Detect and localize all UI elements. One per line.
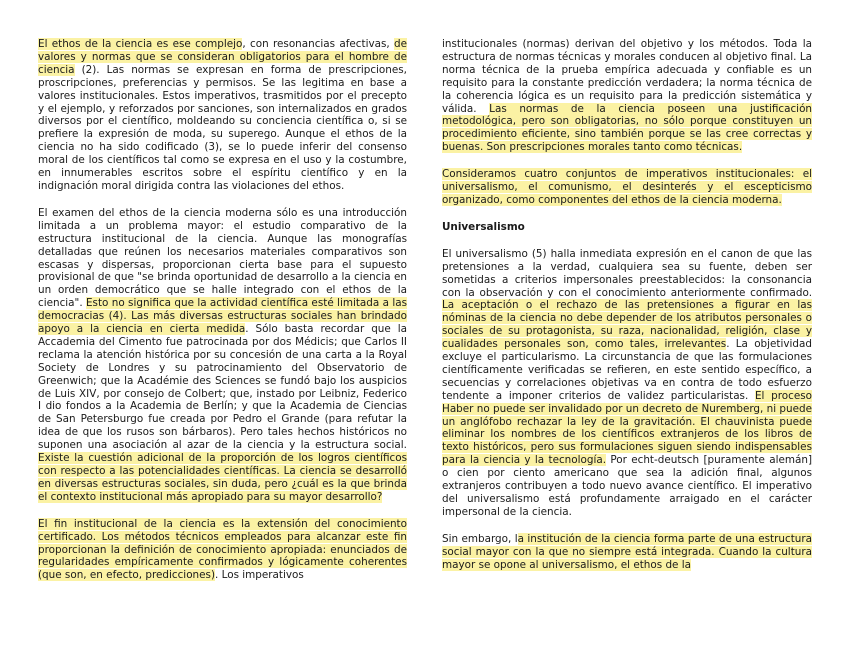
highlight: El ethos de la ciencia es ese complejo bbox=[38, 38, 243, 50]
text-run: , con resonancias afectivas, bbox=[242, 38, 394, 50]
text-run: (2). Las normas se expresan en forma de prescripciones, proscripciones, preferencias y permisos. Se las legitima en base a valores institucionales. Estos imperativos, trasmitidos por el precepto y el ejemplo, y reforzados por sanciones, son internalizados en grados diversos por el científico, moldeando su conciencia científica o, si se prefiere la expresión de moda, su superego. Aunque el ethos de la ciencia no ha sido codificado (3), se lo puede inferir del consenso moral de los científicos tal como se expresa en el uso y la costumbre, en innumerables escritos sobre el espíritu científico y en la indignación moral dirigida contra las violaciones del ethos. bbox=[38, 63, 407, 192]
text-run: Por echt-deutsch [puramente alemán] o cien por ciento americano que sea la adición final, algunos extranjeros contribuyen a todo nuevo avance científico. El imperativo del universalismo está profundamente arraigado en el carácter impersonal de la ciencia. bbox=[442, 454, 813, 518]
text-run: El universalismo (5) halla inmediata expresión en el canon de que las pretensiones a la verdad, cualquiera sea su fuente, deben ser sometidas a criterios impersonales preestablecidos: la consonancia con la observación y con el conocimiento anteriormente confirmado. bbox=[442, 247, 812, 299]
right-column bbox=[442, 38, 812, 586]
paragraph-ethos-definition bbox=[38, 38, 407, 193]
highlight: Las normas de la ciencia poseen una justificación metodológica, pero son obligatorias, no sólo porque constituyen un procedimiento eficiente, sino también porque se las cree correctas y buenas. Son prescripciones morales tanto como técnicas. bbox=[442, 102, 813, 154]
paragraph-four-imperatives bbox=[442, 168, 812, 207]
text-run: . La objetividad excluye el particularismo. La circunstancia de que las formulaciones científicamente verificadas se refieren, en este sentido específico, a secuencias y correlaciones objetivas va en contra de todo esfuerzo tendente a imponer criterios de validez particularistas. bbox=[442, 338, 812, 402]
highlight: Esto no significa que la actividad científica esté limitada a las democracias (4). Las más diversas estructuras sociales han brindado apoyo a la ciencia en cierta medida bbox=[38, 297, 407, 336]
paragraph-larger-structure bbox=[442, 533, 812, 572]
highlight: El fin institucional de la ciencia es la extensión del conocimiento certificado. Los métodos técnicos empleados para alcanzar este fin proporcionan la definición de conocimiento apropiada: enunciados de regularidades empíricamente confirmados y lógicamente coherentes (que son, en efecto, predicciones) bbox=[38, 517, 407, 582]
paragraph-institutional-structure bbox=[38, 207, 407, 504]
highlight: El proceso Haber no puede ser invalidado por un decreto de Nuremberg, ni puede un anglófobo rechazar la ley de la gravitación. El chauvinista puede eliminar los nombres de los científicos extranjeros de los libros de texto históricos, pero sus formulaciones siguen siendo indispensables para la ciencia y la tecnología. bbox=[442, 389, 812, 467]
section-heading: Universalismo bbox=[442, 220, 525, 233]
text-run: . Sólo basta recordar que la Accademia del Cimento fue patrocinada por dos Médicis; que Carlos II reclama la atención histórica por su concesión de una carta a la Royal Society de Londres y su patrocinamiento del Observatorio de Greenwich; que la Académie des Sciences se fundó bajo los auspicios de Luis XIV, por consejo de Colbert; que, instado por Leibniz, Federico I dio fondos a la Academia de Berlín; y que la Academia de Ciencias de San Petersburgo fue creada por Pedro el Grande (para refutar la idea de que los rusos son bárbaros). Pero tales hechos históricos no suponen una asociación al azar de la ciencia y la estructura social. bbox=[38, 323, 407, 452]
text-run: . Los imperativos bbox=[215, 569, 304, 582]
left-column bbox=[38, 38, 407, 596]
highlight: Consideramos cuatro conjuntos de imperativos institucionales: el universalismo, el comunismo, el desinterés y el escepticismo organizado, como componentes del ethos de la ciencia moderna. bbox=[442, 168, 812, 206]
paragraph-norms bbox=[442, 38, 812, 154]
text-run: El examen del ethos de la ciencia moderna sólo es una introducción limitada a un problema mayor: el estudio comparativo de la estructura institucional de la ciencia. Aunque las monografías detalladas que reúnen los necesarios materiales comparativos son escasas y dispersas, proporcionan cierta base para el supuesto provisional de que "se brinda oportunidad de desarrollo a la ciencia en un orden democrático que se halle integrado con el ethos de la ciencia". bbox=[38, 206, 407, 310]
paragraph-institutional-goal bbox=[38, 518, 407, 583]
highlight: de valores y normas que se consideran obligatorios para el hombre de ciencia bbox=[38, 38, 407, 76]
text-run: Sin embargo, l bbox=[442, 532, 518, 545]
paragraph-universalism bbox=[442, 248, 812, 519]
text-run: institucionales (normas) derivan del objetivo y los métodos. Toda la estructura de normas técnicas y morales conducen al objetivo final. La norma técnica de la prueba empírica adecuada y confiable es un requisito para la constante predicción verdadera; la norma técnica de la coherencia lógica es un requisito para la predicción sistemática y válida. bbox=[442, 38, 812, 115]
highlight: La aceptación o el rechazo de las pretensiones a figurar en las nóminas de la ciencia no debe depender de los atributos personales o sociales de su protagonista, su raza, nacionalidad, religión, clase y cualidades personales son, como tales, irrelevantes bbox=[442, 299, 812, 351]
highlight: Existe la cuestión adicional de la proporción de los logros científicos con respecto a las potencialidades científicas. La ciencia se desarrolló en diversas estructuras sociales, sin duda, pero ¿cuál es la que brinda el contexto institucional más apropiado para su mayor desarrollo? bbox=[38, 452, 407, 503]
highlight: a institución de la ciencia forma parte de una estructura social mayor con la que no siempre está integrada. Cuando la cultura mayor se opone al universalismo, el ethos de la bbox=[442, 532, 813, 571]
